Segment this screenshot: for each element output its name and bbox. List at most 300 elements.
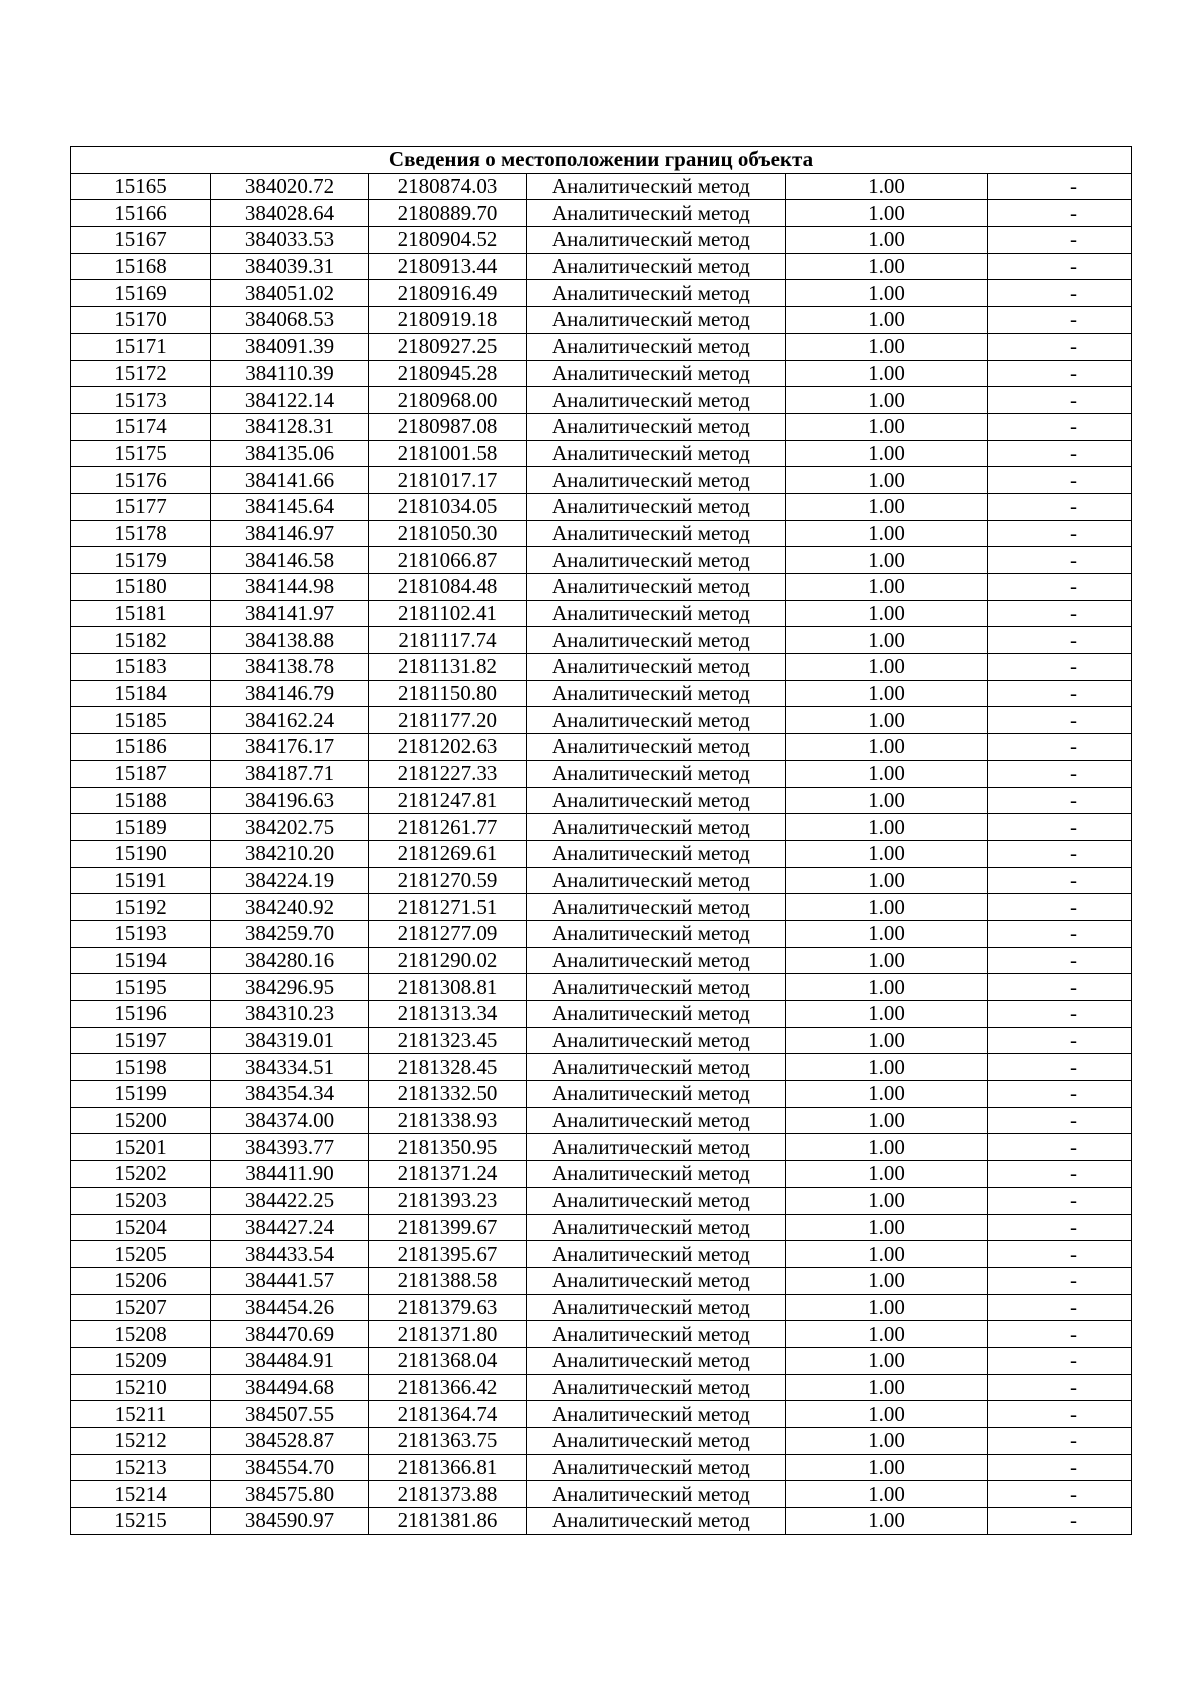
- description-cell: -: [988, 627, 1132, 654]
- x-coordinate-cell: 384441.57: [211, 1267, 369, 1294]
- table-row: [71, 840, 1132, 867]
- accuracy-cell: 1.00: [786, 1481, 988, 1508]
- x-coordinate-cell: 384280.16: [211, 947, 369, 974]
- description-cell: -: [988, 1214, 1132, 1241]
- y-coordinate-cell: 2181271.51: [369, 894, 527, 921]
- accuracy-cell: 1.00: [786, 173, 988, 200]
- point-number-cell: 15169: [71, 280, 211, 307]
- description-cell: -: [988, 600, 1132, 627]
- y-coordinate-cell: 2181373.88: [369, 1481, 527, 1508]
- accuracy-cell: 1.00: [786, 280, 988, 307]
- accuracy-cell: 1.00: [786, 1241, 988, 1268]
- y-coordinate-cell: 2181277.09: [369, 920, 527, 947]
- point-number-cell: 15183: [71, 654, 211, 681]
- accuracy-cell: 1.00: [786, 253, 988, 280]
- point-number-cell: 15201: [71, 1134, 211, 1161]
- point-number-cell: 15167: [71, 227, 211, 254]
- table-row: [71, 920, 1132, 947]
- point-number-cell: 15203: [71, 1187, 211, 1214]
- table-row: [71, 1161, 1132, 1188]
- table-row: [71, 333, 1132, 360]
- method-cell: Аналитический метод: [527, 547, 786, 574]
- table-row: [71, 200, 1132, 227]
- description-cell: -: [988, 1401, 1132, 1428]
- description-cell: -: [988, 1321, 1132, 1348]
- y-coordinate-cell: 2181150.80: [369, 680, 527, 707]
- description-cell: -: [988, 253, 1132, 280]
- y-coordinate-cell: 2181366.42: [369, 1374, 527, 1401]
- method-cell: Аналитический метод: [527, 867, 786, 894]
- x-coordinate-cell: 384028.64: [211, 200, 369, 227]
- x-coordinate-cell: 384122.14: [211, 387, 369, 414]
- point-number-cell: 15184: [71, 680, 211, 707]
- point-number-cell: 15210: [71, 1374, 211, 1401]
- x-coordinate-cell: 384146.97: [211, 520, 369, 547]
- method-cell: Аналитический метод: [527, 307, 786, 334]
- description-cell: -: [988, 413, 1132, 440]
- x-coordinate-cell: 384039.31: [211, 253, 369, 280]
- accuracy-cell: 1.00: [786, 947, 988, 974]
- x-coordinate-cell: 384411.90: [211, 1161, 369, 1188]
- accuracy-cell: 1.00: [786, 413, 988, 440]
- y-coordinate-cell: 2181308.81: [369, 974, 527, 1001]
- description-cell: -: [988, 947, 1132, 974]
- method-cell: Аналитический метод: [527, 787, 786, 814]
- table-row: [71, 707, 1132, 734]
- y-coordinate-cell: 2181328.45: [369, 1054, 527, 1081]
- description-cell: -: [988, 1267, 1132, 1294]
- point-number-cell: 15199: [71, 1081, 211, 1108]
- y-coordinate-cell: 2180968.00: [369, 387, 527, 414]
- accuracy-cell: 1.00: [786, 360, 988, 387]
- x-coordinate-cell: 384091.39: [211, 333, 369, 360]
- point-number-cell: 15165: [71, 173, 211, 200]
- x-coordinate-cell: 384507.55: [211, 1401, 369, 1428]
- x-coordinate-cell: 384393.77: [211, 1134, 369, 1161]
- description-cell: -: [988, 1454, 1132, 1481]
- method-cell: Аналитический метод: [527, 200, 786, 227]
- method-cell: Аналитический метод: [527, 520, 786, 547]
- x-coordinate-cell: 384128.31: [211, 413, 369, 440]
- y-coordinate-cell: 2180913.44: [369, 253, 527, 280]
- description-cell: -: [988, 1187, 1132, 1214]
- x-coordinate-cell: 384259.70: [211, 920, 369, 947]
- description-cell: -: [988, 493, 1132, 520]
- table-row: [71, 1134, 1132, 1161]
- x-coordinate-cell: 384334.51: [211, 1054, 369, 1081]
- description-cell: -: [988, 333, 1132, 360]
- method-cell: Аналитический метод: [527, 227, 786, 254]
- table-row: [71, 947, 1132, 974]
- accuracy-cell: 1.00: [786, 1027, 988, 1054]
- table-row: [71, 173, 1132, 200]
- table-row: [71, 867, 1132, 894]
- accuracy-cell: 1.00: [786, 974, 988, 1001]
- description-cell: -: [988, 1428, 1132, 1455]
- accuracy-cell: 1.00: [786, 760, 988, 787]
- x-coordinate-cell: 384068.53: [211, 307, 369, 334]
- method-cell: Аналитический метод: [527, 333, 786, 360]
- accuracy-cell: 1.00: [786, 493, 988, 520]
- y-coordinate-cell: 2181177.20: [369, 707, 527, 734]
- description-cell: -: [988, 574, 1132, 601]
- description-cell: -: [988, 1294, 1132, 1321]
- table-title-row: [71, 147, 1132, 174]
- description-cell: -: [988, 173, 1132, 200]
- accuracy-cell: 1.00: [786, 680, 988, 707]
- x-coordinate-cell: 384224.19: [211, 867, 369, 894]
- method-cell: Аналитический метод: [527, 1027, 786, 1054]
- table-row: [71, 574, 1132, 601]
- table-row: [71, 1054, 1132, 1081]
- point-number-cell: 15193: [71, 920, 211, 947]
- accuracy-cell: 1.00: [786, 707, 988, 734]
- point-number-cell: 15187: [71, 760, 211, 787]
- point-number-cell: 15174: [71, 413, 211, 440]
- accuracy-cell: 1.00: [786, 227, 988, 254]
- x-coordinate-cell: 384590.97: [211, 1508, 369, 1535]
- x-coordinate-cell: 384202.75: [211, 814, 369, 841]
- accuracy-cell: 1.00: [786, 520, 988, 547]
- description-cell: -: [988, 1161, 1132, 1188]
- accuracy-cell: 1.00: [786, 1081, 988, 1108]
- method-cell: Аналитический метод: [527, 627, 786, 654]
- point-number-cell: 15186: [71, 734, 211, 761]
- x-coordinate-cell: 384146.58: [211, 547, 369, 574]
- method-cell: Аналитический метод: [527, 1401, 786, 1428]
- accuracy-cell: 1.00: [786, 1321, 988, 1348]
- description-cell: -: [988, 680, 1132, 707]
- method-cell: Аналитический метод: [527, 1134, 786, 1161]
- accuracy-cell: 1.00: [786, 387, 988, 414]
- method-cell: Аналитический метод: [527, 1161, 786, 1188]
- accuracy-cell: 1.00: [786, 1001, 988, 1028]
- table-row: [71, 1428, 1132, 1455]
- method-cell: Аналитический метод: [527, 1001, 786, 1028]
- x-coordinate-cell: 384554.70: [211, 1454, 369, 1481]
- description-cell: -: [988, 840, 1132, 867]
- description-cell: -: [988, 440, 1132, 467]
- method-cell: Аналитический метод: [527, 1508, 786, 1535]
- table-row: [71, 787, 1132, 814]
- table-row: [71, 1374, 1132, 1401]
- accuracy-cell: 1.00: [786, 1374, 988, 1401]
- accuracy-cell: 1.00: [786, 333, 988, 360]
- x-coordinate-cell: 384575.80: [211, 1481, 369, 1508]
- method-cell: Аналитический метод: [527, 413, 786, 440]
- y-coordinate-cell: 2181034.05: [369, 493, 527, 520]
- description-cell: -: [988, 894, 1132, 921]
- x-coordinate-cell: 384144.98: [211, 574, 369, 601]
- x-coordinate-cell: 384454.26: [211, 1294, 369, 1321]
- method-cell: Аналитический метод: [527, 734, 786, 761]
- y-coordinate-cell: 2181084.48: [369, 574, 527, 601]
- description-cell: -: [988, 814, 1132, 841]
- method-cell: Аналитический метод: [527, 253, 786, 280]
- x-coordinate-cell: 384528.87: [211, 1428, 369, 1455]
- method-cell: Аналитический метод: [527, 1267, 786, 1294]
- table-row: [71, 520, 1132, 547]
- x-coordinate-cell: 384484.91: [211, 1347, 369, 1374]
- y-coordinate-cell: 2181247.81: [369, 787, 527, 814]
- point-number-cell: 15180: [71, 574, 211, 601]
- y-coordinate-cell: 2181338.93: [369, 1107, 527, 1134]
- method-cell: Аналитический метод: [527, 974, 786, 1001]
- accuracy-cell: 1.00: [786, 547, 988, 574]
- table-row: [71, 1508, 1132, 1535]
- table-row: [71, 1347, 1132, 1374]
- table-row: [71, 627, 1132, 654]
- point-number-cell: 15171: [71, 333, 211, 360]
- table-row: [71, 1294, 1132, 1321]
- table-row: [71, 1401, 1132, 1428]
- y-coordinate-cell: 2180874.03: [369, 173, 527, 200]
- point-number-cell: 15189: [71, 814, 211, 841]
- method-cell: Аналитический метод: [527, 493, 786, 520]
- method-cell: Аналитический метод: [527, 814, 786, 841]
- description-cell: -: [988, 707, 1132, 734]
- table-row: [71, 654, 1132, 681]
- accuracy-cell: 1.00: [786, 894, 988, 921]
- point-number-cell: 15196: [71, 1001, 211, 1028]
- accuracy-cell: 1.00: [786, 1267, 988, 1294]
- x-coordinate-cell: 384296.95: [211, 974, 369, 1001]
- y-coordinate-cell: 2181227.33: [369, 760, 527, 787]
- method-cell: Аналитический метод: [527, 1241, 786, 1268]
- accuracy-cell: 1.00: [786, 1187, 988, 1214]
- accuracy-cell: 1.00: [786, 627, 988, 654]
- description-cell: -: [988, 1241, 1132, 1268]
- table-row: [71, 1321, 1132, 1348]
- y-coordinate-cell: 2181332.50: [369, 1081, 527, 1108]
- table-row: [71, 387, 1132, 414]
- description-cell: -: [988, 734, 1132, 761]
- y-coordinate-cell: 2181388.58: [369, 1267, 527, 1294]
- point-number-cell: 15185: [71, 707, 211, 734]
- table-row: [71, 280, 1132, 307]
- method-cell: Аналитический метод: [527, 467, 786, 494]
- accuracy-cell: 1.00: [786, 734, 988, 761]
- accuracy-cell: 1.00: [786, 1454, 988, 1481]
- table-row: [71, 680, 1132, 707]
- table-row: [71, 894, 1132, 921]
- y-coordinate-cell: 2181366.81: [369, 1454, 527, 1481]
- accuracy-cell: 1.00: [786, 574, 988, 601]
- table-row: [71, 1267, 1132, 1294]
- method-cell: Аналитический метод: [527, 574, 786, 601]
- point-number-cell: 15213: [71, 1454, 211, 1481]
- table-row: [71, 1481, 1132, 1508]
- y-coordinate-cell: 2181395.67: [369, 1241, 527, 1268]
- y-coordinate-cell: 2180904.52: [369, 227, 527, 254]
- description-cell: -: [988, 1081, 1132, 1108]
- method-cell: Аналитический метод: [527, 1347, 786, 1374]
- description-cell: -: [988, 920, 1132, 947]
- accuracy-cell: 1.00: [786, 814, 988, 841]
- description-cell: -: [988, 974, 1132, 1001]
- x-coordinate-cell: 384240.92: [211, 894, 369, 921]
- table-row: [71, 1001, 1132, 1028]
- method-cell: Аналитический метод: [527, 1454, 786, 1481]
- table-row: [71, 1027, 1132, 1054]
- point-number-cell: 15202: [71, 1161, 211, 1188]
- table-row: [71, 734, 1132, 761]
- accuracy-cell: 1.00: [786, 920, 988, 947]
- x-coordinate-cell: 384176.17: [211, 734, 369, 761]
- x-coordinate-cell: 384141.97: [211, 600, 369, 627]
- point-number-cell: 15192: [71, 894, 211, 921]
- point-number-cell: 15179: [71, 547, 211, 574]
- y-coordinate-cell: 2181066.87: [369, 547, 527, 574]
- x-coordinate-cell: 384427.24: [211, 1214, 369, 1241]
- point-number-cell: 15190: [71, 840, 211, 867]
- table-row: [71, 493, 1132, 520]
- x-coordinate-cell: 384422.25: [211, 1187, 369, 1214]
- description-cell: -: [988, 654, 1132, 681]
- y-coordinate-cell: 2181323.45: [369, 1027, 527, 1054]
- method-cell: Аналитический метод: [527, 360, 786, 387]
- method-cell: Аналитический метод: [527, 1481, 786, 1508]
- description-cell: -: [988, 1508, 1132, 1535]
- method-cell: Аналитический метод: [527, 1321, 786, 1348]
- point-number-cell: 15205: [71, 1241, 211, 1268]
- description-cell: -: [988, 1027, 1132, 1054]
- table-row: [71, 760, 1132, 787]
- y-coordinate-cell: 2181363.75: [369, 1428, 527, 1455]
- point-number-cell: 15173: [71, 387, 211, 414]
- x-coordinate-cell: 384374.00: [211, 1107, 369, 1134]
- table-row: [71, 440, 1132, 467]
- accuracy-cell: 1.00: [786, 467, 988, 494]
- accuracy-cell: 1.00: [786, 1054, 988, 1081]
- boundary-coordinates-table: [70, 146, 1132, 1535]
- method-cell: Аналитический метод: [527, 173, 786, 200]
- point-number-cell: 15215: [71, 1508, 211, 1535]
- accuracy-cell: 1.00: [786, 654, 988, 681]
- method-cell: Аналитический метод: [527, 1428, 786, 1455]
- point-number-cell: 15177: [71, 493, 211, 520]
- description-cell: -: [988, 307, 1132, 334]
- x-coordinate-cell: 384033.53: [211, 227, 369, 254]
- table-row: [71, 1107, 1132, 1134]
- table-row: [71, 253, 1132, 280]
- method-cell: Аналитический метод: [527, 680, 786, 707]
- accuracy-cell: 1.00: [786, 1428, 988, 1455]
- method-cell: Аналитический метод: [527, 1374, 786, 1401]
- table-row: [71, 307, 1132, 334]
- point-number-cell: 15175: [71, 440, 211, 467]
- table-row: [71, 1454, 1132, 1481]
- method-cell: Аналитический метод: [527, 600, 786, 627]
- point-number-cell: 15170: [71, 307, 211, 334]
- accuracy-cell: 1.00: [786, 600, 988, 627]
- y-coordinate-cell: 2181261.77: [369, 814, 527, 841]
- point-number-cell: 15198: [71, 1054, 211, 1081]
- y-coordinate-cell: 2181399.67: [369, 1214, 527, 1241]
- x-coordinate-cell: 384145.64: [211, 493, 369, 520]
- description-cell: -: [988, 760, 1132, 787]
- y-coordinate-cell: 2181368.04: [369, 1347, 527, 1374]
- y-coordinate-cell: 2181102.41: [369, 600, 527, 627]
- y-coordinate-cell: 2180919.18: [369, 307, 527, 334]
- x-coordinate-cell: 384020.72: [211, 173, 369, 200]
- point-number-cell: 15182: [71, 627, 211, 654]
- x-coordinate-cell: 384146.79: [211, 680, 369, 707]
- point-number-cell: 15212: [71, 1428, 211, 1455]
- table-row: [71, 1241, 1132, 1268]
- description-cell: -: [988, 1347, 1132, 1374]
- description-cell: -: [988, 200, 1132, 227]
- x-coordinate-cell: 384470.69: [211, 1321, 369, 1348]
- y-coordinate-cell: 2181364.74: [369, 1401, 527, 1428]
- accuracy-cell: 1.00: [786, 1214, 988, 1241]
- x-coordinate-cell: 384196.63: [211, 787, 369, 814]
- y-coordinate-cell: 2180889.70: [369, 200, 527, 227]
- description-cell: -: [988, 467, 1132, 494]
- description-cell: -: [988, 1054, 1132, 1081]
- table-row: [71, 974, 1132, 1001]
- description-cell: -: [988, 547, 1132, 574]
- method-cell: Аналитический метод: [527, 1214, 786, 1241]
- y-coordinate-cell: 2181117.74: [369, 627, 527, 654]
- point-number-cell: 15197: [71, 1027, 211, 1054]
- x-coordinate-cell: 384433.54: [211, 1241, 369, 1268]
- y-coordinate-cell: 2181379.63: [369, 1294, 527, 1321]
- point-number-cell: 15188: [71, 787, 211, 814]
- point-number-cell: 15166: [71, 200, 211, 227]
- accuracy-cell: 1.00: [786, 1161, 988, 1188]
- accuracy-cell: 1.00: [786, 200, 988, 227]
- y-coordinate-cell: 2181313.34: [369, 1001, 527, 1028]
- y-coordinate-cell: 2181001.58: [369, 440, 527, 467]
- point-number-cell: 15168: [71, 253, 211, 280]
- table-row: [71, 467, 1132, 494]
- point-number-cell: 15207: [71, 1294, 211, 1321]
- accuracy-cell: 1.00: [786, 1294, 988, 1321]
- point-number-cell: 15211: [71, 1401, 211, 1428]
- description-cell: -: [988, 280, 1132, 307]
- description-cell: -: [988, 227, 1132, 254]
- y-coordinate-cell: 2181350.95: [369, 1134, 527, 1161]
- method-cell: Аналитический метод: [527, 1107, 786, 1134]
- point-number-cell: 15204: [71, 1214, 211, 1241]
- description-cell: -: [988, 1134, 1132, 1161]
- x-coordinate-cell: 384135.06: [211, 440, 369, 467]
- y-coordinate-cell: 2180927.25: [369, 333, 527, 360]
- description-cell: -: [988, 1001, 1132, 1028]
- y-coordinate-cell: 2181371.80: [369, 1321, 527, 1348]
- description-cell: -: [988, 360, 1132, 387]
- x-coordinate-cell: 384187.71: [211, 760, 369, 787]
- point-number-cell: 15172: [71, 360, 211, 387]
- accuracy-cell: 1.00: [786, 1347, 988, 1374]
- x-coordinate-cell: 384354.34: [211, 1081, 369, 1108]
- description-cell: -: [988, 387, 1132, 414]
- description-cell: -: [988, 1374, 1132, 1401]
- x-coordinate-cell: 384494.68: [211, 1374, 369, 1401]
- table-row: [71, 814, 1132, 841]
- accuracy-cell: 1.00: [786, 840, 988, 867]
- method-cell: Аналитический метод: [527, 760, 786, 787]
- y-coordinate-cell: 2181131.82: [369, 654, 527, 681]
- point-number-cell: 15206: [71, 1267, 211, 1294]
- accuracy-cell: 1.00: [786, 1107, 988, 1134]
- x-coordinate-cell: 384162.24: [211, 707, 369, 734]
- point-number-cell: 15181: [71, 600, 211, 627]
- point-number-cell: 15200: [71, 1107, 211, 1134]
- method-cell: Аналитический метод: [527, 1054, 786, 1081]
- point-number-cell: 15191: [71, 867, 211, 894]
